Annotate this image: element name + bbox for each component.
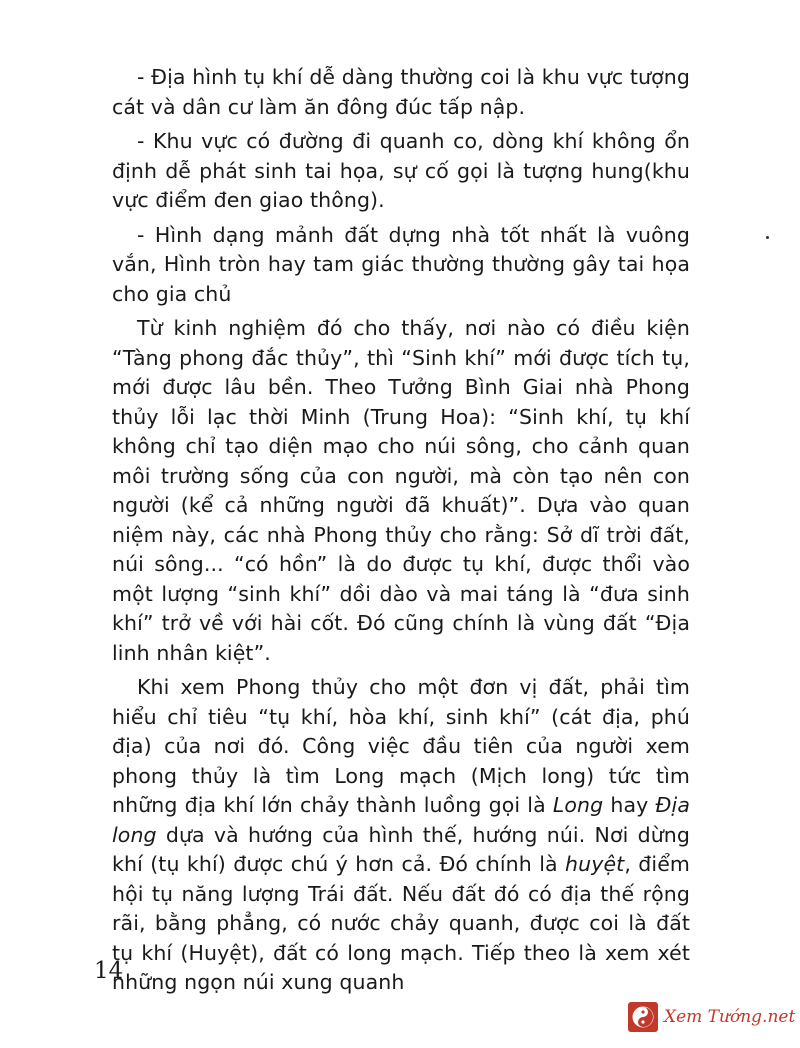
watermark-text: Xem Tướng.net bbox=[664, 1007, 796, 1027]
paragraph-2 bbox=[112, 127, 690, 216]
paragraph-4 bbox=[112, 314, 690, 668]
page-body bbox=[112, 63, 690, 1003]
page-number: 14 bbox=[94, 958, 124, 984]
term-long: Long bbox=[552, 793, 604, 817]
paragraph-2-text: - Khu vực có đường đi quanh co, dòng khí không ổn định dễ phát sinh tai họa, sự cố gọi là tượng hung(khu vực điểm đen giao thông). bbox=[112, 129, 690, 212]
paragraph-3 bbox=[112, 221, 690, 310]
term-huyet: huyệt bbox=[565, 852, 625, 876]
paragraph-5-text-d: , điểm hội tụ năng lượng Trái đất. Nếu đất đó có địa thế rộng rãi, bằng phẳng, có nước chảy quanh, được coi là đất tụ khí (Huyệt), đất có long mạch. Tiếp theo là xem xét những ngọn núi xung quanh bbox=[112, 852, 690, 994]
yin-yang-icon bbox=[628, 1002, 658, 1032]
watermark bbox=[628, 1000, 795, 1034]
stray-mark bbox=[766, 236, 769, 239]
paragraph-5 bbox=[112, 673, 690, 998]
paragraph-1 bbox=[112, 63, 690, 122]
paragraph-1-text: - Địa hình tụ khí dễ dàng thường coi là khu vực tượng cát và dân cư làm ăn đông đúc tấp nập. bbox=[112, 65, 690, 119]
term-dia-long: Địa long bbox=[112, 793, 690, 847]
paragraph-5-text-a: Khi xem Phong thủy cho một đơn vị đất, phải tìm hiểu chỉ tiêu “tụ khí, hòa khí, sinh khí” (cát địa, phú địa) của nơi đó. Công việc đầu tiên của người xem phong thủy là tìm Long mạch (Mịch long) tức tìm những địa khí lớn chảy thành luồng gọi là bbox=[112, 675, 690, 817]
paragraph-5-text-b: hay bbox=[603, 793, 656, 817]
paragraph-4-text: Từ kinh nghiệm đó cho thấy, nơi nào có điều kiện “Tàng phong đắc thủy”, thì “Sinh khí” mới được tích tụ, mới được lâu bền. Theo Tưởng Bình Giai nhà Phong thủy lỗi lạc thời Minh (Trung Hoa): “Sinh khí, tụ khí không chỉ tạo diện mạo cho núi sông, cho cảnh quan môi trường sống của con người, mà còn tạo nên con người (kể cả những người đã khuất)”. Dựa vào quan niệm này, các nhà Phong thủy cho rằng: Sở dĩ trời đất, núi sông... “có hồn” là do được tụ khí, được thổi vào một lượng “sinh khí” dồi dào và mai táng là “đưa sinh khí” trở về với hài cốt. Đó cũng chính là vùng đất “Địa linh nhân kiệt”. bbox=[112, 316, 690, 665]
paragraph-3-text: - Hình dạng mảnh đất dựng nhà tốt nhất là vuông vắn, Hình tròn hay tam giác thường thường gây tai họa cho gia chủ bbox=[112, 222, 690, 306]
paragraph-5-text-c: dựa và hướng của hình thế, hướng núi. Nơi dừng khí (tụ khí) được chú ý hơn cả. Đó chính là bbox=[112, 822, 690, 876]
